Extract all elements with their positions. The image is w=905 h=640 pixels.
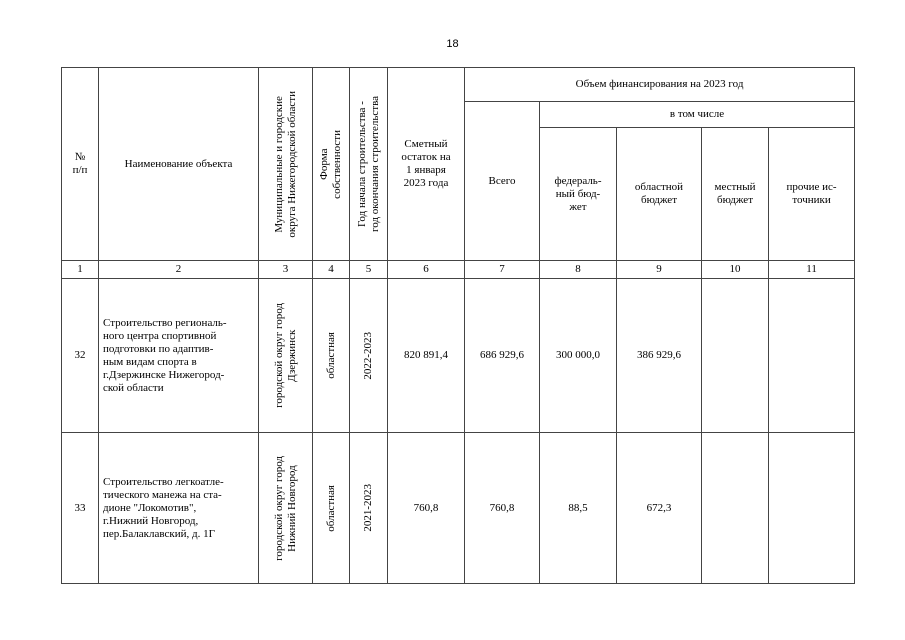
header-including: в том числе xyxy=(540,102,855,128)
table-row xyxy=(62,279,855,433)
column-number: 1 xyxy=(62,261,99,279)
page-number: 18 xyxy=(446,38,459,50)
header-municipality: Муниципальные и городские округа Нижегородской области xyxy=(259,68,313,261)
row-regional: 672,3 xyxy=(617,433,702,584)
row-object-name: Строительство легкоатле- тического манежа на ста- дионе "Локомотив", г.Нижний Новгород, пер.Балаклавский, д. 1Г xyxy=(99,433,259,584)
header-name: Наименование объекта xyxy=(99,68,259,261)
row-balance: 760,8 xyxy=(388,433,465,584)
row-num: 32 xyxy=(62,279,99,433)
row-regional: 386 929,6 xyxy=(617,279,702,433)
column-number: 11 xyxy=(769,261,855,279)
row-balance: 820 891,4 xyxy=(388,279,465,433)
header-regional: областной бюджет xyxy=(617,128,702,261)
header-total: Всего xyxy=(465,102,540,261)
column-number: 10 xyxy=(702,261,769,279)
row-years: 2021-2023 xyxy=(350,433,388,584)
row-municipality: городской округ город Дзержинск xyxy=(259,279,313,433)
row-local xyxy=(702,433,769,584)
header-row-1 xyxy=(62,68,855,102)
row-other xyxy=(769,433,855,584)
row-total: 760,8 xyxy=(465,433,540,584)
header-years: Год начала строительства - год окончания строительства xyxy=(350,68,388,261)
column-number: 4 xyxy=(313,261,350,279)
row-total: 686 929,6 xyxy=(465,279,540,433)
column-number-row xyxy=(62,261,855,279)
row-object-name: Строительство региональ- ного центра спортивной подготовки по адаптив- ным видам спорта в г.Дзержинске Нижегород- ской области xyxy=(99,279,259,433)
header-funding: Объем финансирования на 2023 год xyxy=(465,68,855,102)
header-local: местный бюджет xyxy=(702,128,769,261)
header-balance: Сметный остаток на 1 января 2023 года xyxy=(388,68,465,261)
column-number: 6 xyxy=(388,261,465,279)
row-ownership: областная xyxy=(313,279,350,433)
row-other xyxy=(769,279,855,433)
column-number: 3 xyxy=(259,261,313,279)
row-federal: 88,5 xyxy=(540,433,617,584)
column-number: 9 xyxy=(617,261,702,279)
header-num: № п/п xyxy=(62,68,99,261)
header-other: прочие ис- точники xyxy=(769,128,855,261)
table-row xyxy=(62,433,855,584)
row-ownership: областная xyxy=(313,433,350,584)
column-number: 7 xyxy=(465,261,540,279)
row-federal: 300 000,0 xyxy=(540,279,617,433)
header-ownership: Форма собственности xyxy=(313,68,350,261)
header-federal: федераль- ный бюд- жет xyxy=(540,128,617,261)
row-years: 2022-2023 xyxy=(350,279,388,433)
column-number: 2 xyxy=(99,261,259,279)
column-number: 5 xyxy=(350,261,388,279)
row-num: 33 xyxy=(62,433,99,584)
row-local xyxy=(702,279,769,433)
financing-table xyxy=(61,67,855,584)
row-municipality: городской округ город Нижний Новгород xyxy=(259,433,313,584)
column-number: 8 xyxy=(540,261,617,279)
